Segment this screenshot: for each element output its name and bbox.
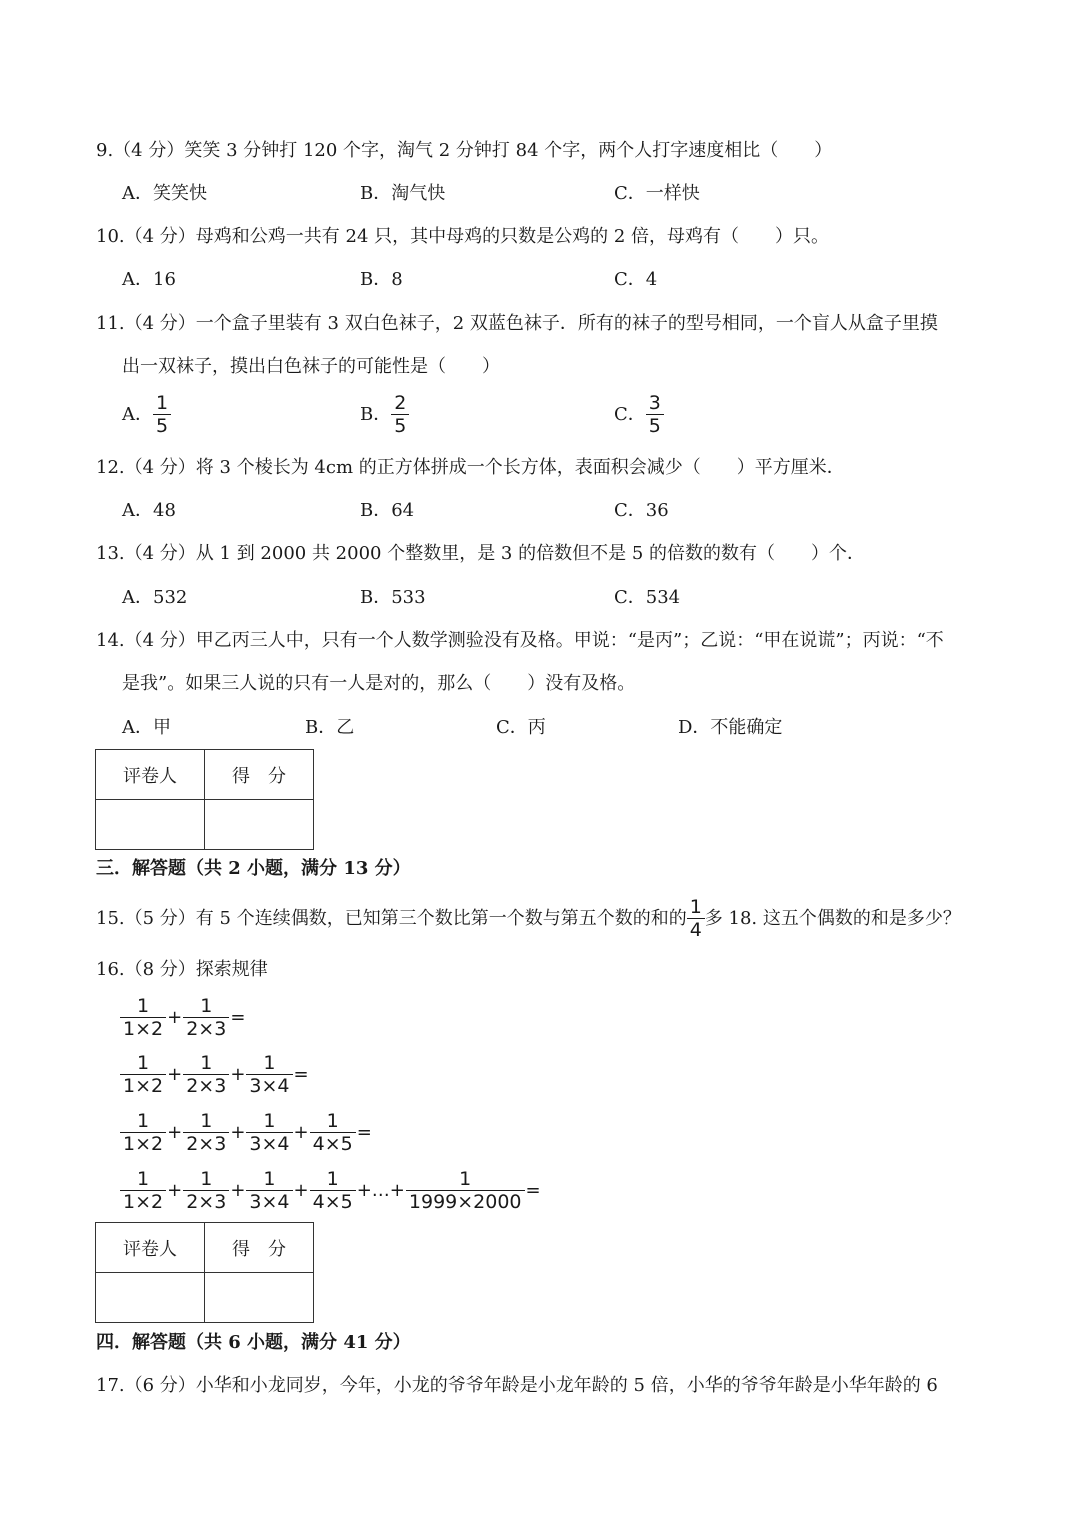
fraction bbox=[183, 1168, 229, 1213]
q9-option-b: B．淘气快 bbox=[360, 183, 446, 204]
q11-option-a-fraction bbox=[153, 392, 171, 437]
plus-sign: + bbox=[230, 1122, 246, 1143]
fraction-numerator: 1 bbox=[326, 1168, 339, 1190]
question-13-stem: 13.（4 分）从 1 到 2000 共 2000 个整数里，是 3 的倍数但不是 5 的倍数的数有（ ）个． bbox=[96, 543, 865, 564]
fraction-numerator: 1 bbox=[326, 1110, 339, 1132]
fraction bbox=[183, 1110, 229, 1155]
fraction-numerator: 1 bbox=[137, 1110, 150, 1132]
equals-sign: = bbox=[230, 1007, 246, 1028]
plus-sign: + bbox=[167, 1007, 183, 1028]
score-table bbox=[95, 1222, 314, 1323]
score-cell[interactable] bbox=[205, 800, 314, 850]
fraction-numerator: 1 bbox=[459, 1168, 472, 1190]
q11-option-a-label: A． bbox=[122, 403, 153, 425]
question-12-stem: 12.（4 分）将 3 个棱长为 4cm 的正方体拼成一个长方体，表面积会减少（ ）平方厘米． bbox=[96, 457, 845, 478]
grader-cell[interactable] bbox=[96, 800, 205, 850]
fraction-denominator: 2×3 bbox=[183, 1190, 229, 1213]
plus-sign: + bbox=[230, 1180, 246, 1201]
fraction-denominator: 1999×2000 bbox=[406, 1190, 525, 1213]
q14-option-b: B．乙 bbox=[305, 717, 355, 738]
fraction bbox=[246, 1168, 292, 1213]
q11-option-c bbox=[614, 392, 664, 437]
equals-sign: = bbox=[525, 1180, 541, 1201]
fraction-denominator: 3×4 bbox=[246, 1190, 292, 1213]
question-15-stem bbox=[96, 896, 961, 941]
q12-option-c: C．36 bbox=[614, 500, 669, 521]
q11-option-b-label: B． bbox=[360, 403, 392, 425]
question-10-stem: 10.（4 分）母鸡和公鸡一共有 24 只，其中母鸡的只数是公鸡的 2 倍，母鸡有（ ）只。 bbox=[96, 226, 830, 247]
q13-option-c: C．534 bbox=[614, 587, 681, 608]
grader-header: 评卷人 bbox=[96, 750, 205, 800]
fraction bbox=[406, 1168, 525, 1213]
equals-sign: = bbox=[356, 1122, 372, 1143]
q9-option-a: A．笑笑快 bbox=[122, 183, 207, 204]
fraction-numerator: 1 bbox=[137, 995, 150, 1017]
fraction-numerator: 1 bbox=[200, 1052, 213, 1074]
q10-option-c: C．4 bbox=[614, 269, 658, 290]
q11-option-b bbox=[360, 392, 409, 437]
fraction-numerator: 3 bbox=[648, 392, 661, 414]
fraction bbox=[183, 1052, 229, 1097]
q15-text-after: 多 18. 这五个偶数的和是多少？ bbox=[704, 907, 961, 929]
fraction-denominator: 1×2 bbox=[120, 1190, 166, 1213]
q13-option-b: B．533 bbox=[360, 587, 426, 608]
fraction-denominator: 5 bbox=[391, 414, 409, 437]
grader-header: 评卷人 bbox=[96, 1223, 205, 1273]
fraction bbox=[310, 1168, 356, 1213]
fraction-numerator: 1 bbox=[200, 1110, 213, 1132]
fraction-denominator: 3×4 bbox=[246, 1074, 292, 1097]
fraction bbox=[310, 1110, 356, 1155]
question-14-stem-line1: 14.（4 分）甲乙丙三人中，只有一个人数学测验没有及格。甲说：“是丙”；乙说：“甲在说谎”；丙说：“不 bbox=[96, 630, 944, 651]
fraction-denominator: 2×3 bbox=[183, 1074, 229, 1097]
fraction-denominator: 5 bbox=[646, 414, 664, 437]
fraction-numerator: 1 bbox=[263, 1110, 276, 1132]
fraction-numerator: 1 bbox=[200, 995, 213, 1017]
plus-sign: + bbox=[167, 1064, 183, 1085]
fraction bbox=[183, 995, 229, 1040]
fraction bbox=[246, 1110, 292, 1155]
score-header: 得 分 bbox=[205, 1223, 314, 1273]
q15-fraction bbox=[687, 896, 705, 941]
q12-option-a: A．48 bbox=[122, 500, 176, 521]
fraction-numerator: 1 bbox=[689, 896, 702, 918]
question-11-stem-line1: 11.（4 分）一个盒子里装有 3 双白色袜子，2 双蓝色袜子．所有的袜子的型号相同，一个盲人从盒子里摸 bbox=[96, 313, 938, 334]
q13-option-a: A．532 bbox=[122, 587, 188, 608]
fraction bbox=[120, 1052, 166, 1097]
ellipsis-sign: +…+ bbox=[356, 1180, 405, 1201]
plus-sign: + bbox=[167, 1122, 183, 1143]
pattern-expression-3 bbox=[120, 1110, 373, 1155]
fraction-numerator: 2 bbox=[394, 392, 407, 414]
pattern-expression-1 bbox=[120, 995, 246, 1040]
question-16-title: 16.（8 分）探索规律 bbox=[96, 959, 268, 980]
plus-sign: + bbox=[167, 1180, 183, 1201]
fraction bbox=[120, 1110, 166, 1155]
plus-sign: + bbox=[230, 1064, 246, 1085]
q10-option-b: B．8 bbox=[360, 269, 403, 290]
question-17-stem: 17.（6 分）小华和小龙同岁，今年，小龙的爷爷年龄是小龙年龄的 5 倍，小华的爷爷年龄是小华年龄的 6 bbox=[96, 1375, 938, 1396]
question-11-stem-line2: 出一双袜子，摸出白色袜子的可能性是（ ） bbox=[122, 356, 500, 377]
q11-option-b-fraction bbox=[391, 392, 409, 437]
q10-option-a: A．16 bbox=[122, 269, 176, 290]
fraction-numerator: 1 bbox=[263, 1052, 276, 1074]
fraction-denominator: 1×2 bbox=[120, 1017, 166, 1040]
q15-text-before: 15.（5 分）有 5 个连续偶数，已知第三个数比第一个数与第五个数的和的 bbox=[96, 907, 687, 929]
q14-option-a: A．甲 bbox=[122, 717, 171, 738]
q11-option-c-fraction bbox=[646, 392, 664, 437]
q12-option-b: B．64 bbox=[360, 500, 415, 521]
fraction-denominator: 5 bbox=[153, 414, 171, 437]
fraction-numerator: 1 bbox=[137, 1168, 150, 1190]
fraction-denominator: 2×3 bbox=[183, 1017, 229, 1040]
score-table bbox=[95, 749, 314, 850]
fraction-denominator: 4 bbox=[687, 918, 705, 941]
fraction-numerator: 1 bbox=[200, 1168, 213, 1190]
q9-option-c: C．一样快 bbox=[614, 183, 700, 204]
score-cell[interactable] bbox=[205, 1273, 314, 1323]
grader-cell[interactable] bbox=[96, 1273, 205, 1323]
q11-option-a bbox=[122, 392, 171, 437]
section-heading: 三．解答题（共 2 小题，满分 13 分） bbox=[96, 858, 411, 879]
score-header: 得 分 bbox=[205, 750, 314, 800]
fraction bbox=[120, 1168, 166, 1213]
plus-sign: + bbox=[293, 1180, 309, 1201]
equals-sign: = bbox=[293, 1064, 309, 1085]
fraction-denominator: 4×5 bbox=[310, 1132, 356, 1155]
q14-option-d: D．不能确定 bbox=[678, 717, 783, 738]
fraction bbox=[120, 995, 166, 1040]
question-14-stem-line2: 是我”。如果三人说的只有一人是对的，那么（ ）没有及格。 bbox=[122, 673, 636, 694]
fraction-denominator: 1×2 bbox=[120, 1132, 166, 1155]
fraction-numerator: 1 bbox=[263, 1168, 276, 1190]
pattern-expression-4 bbox=[120, 1168, 542, 1213]
fraction-numerator: 1 bbox=[156, 392, 169, 414]
section-heading: 四．解答题（共 6 小题，满分 41 分） bbox=[96, 1332, 411, 1353]
fraction-denominator: 1×2 bbox=[120, 1074, 166, 1097]
fraction bbox=[246, 1052, 292, 1097]
q11-option-c-label: C． bbox=[614, 403, 646, 425]
fraction-denominator: 4×5 bbox=[310, 1190, 356, 1213]
fraction-denominator: 2×3 bbox=[183, 1132, 229, 1155]
fraction-numerator: 1 bbox=[137, 1052, 150, 1074]
plus-sign: + bbox=[293, 1122, 309, 1143]
question-9-stem: 9.（4 分）笑笑 3 分钟打 120 个字，淘气 2 分钟打 84 个字，两个人打字速度相比（ ） bbox=[96, 140, 833, 161]
fraction-denominator: 3×4 bbox=[246, 1132, 292, 1155]
pattern-expression-2 bbox=[120, 1052, 310, 1097]
q14-option-c: C．丙 bbox=[496, 717, 546, 738]
